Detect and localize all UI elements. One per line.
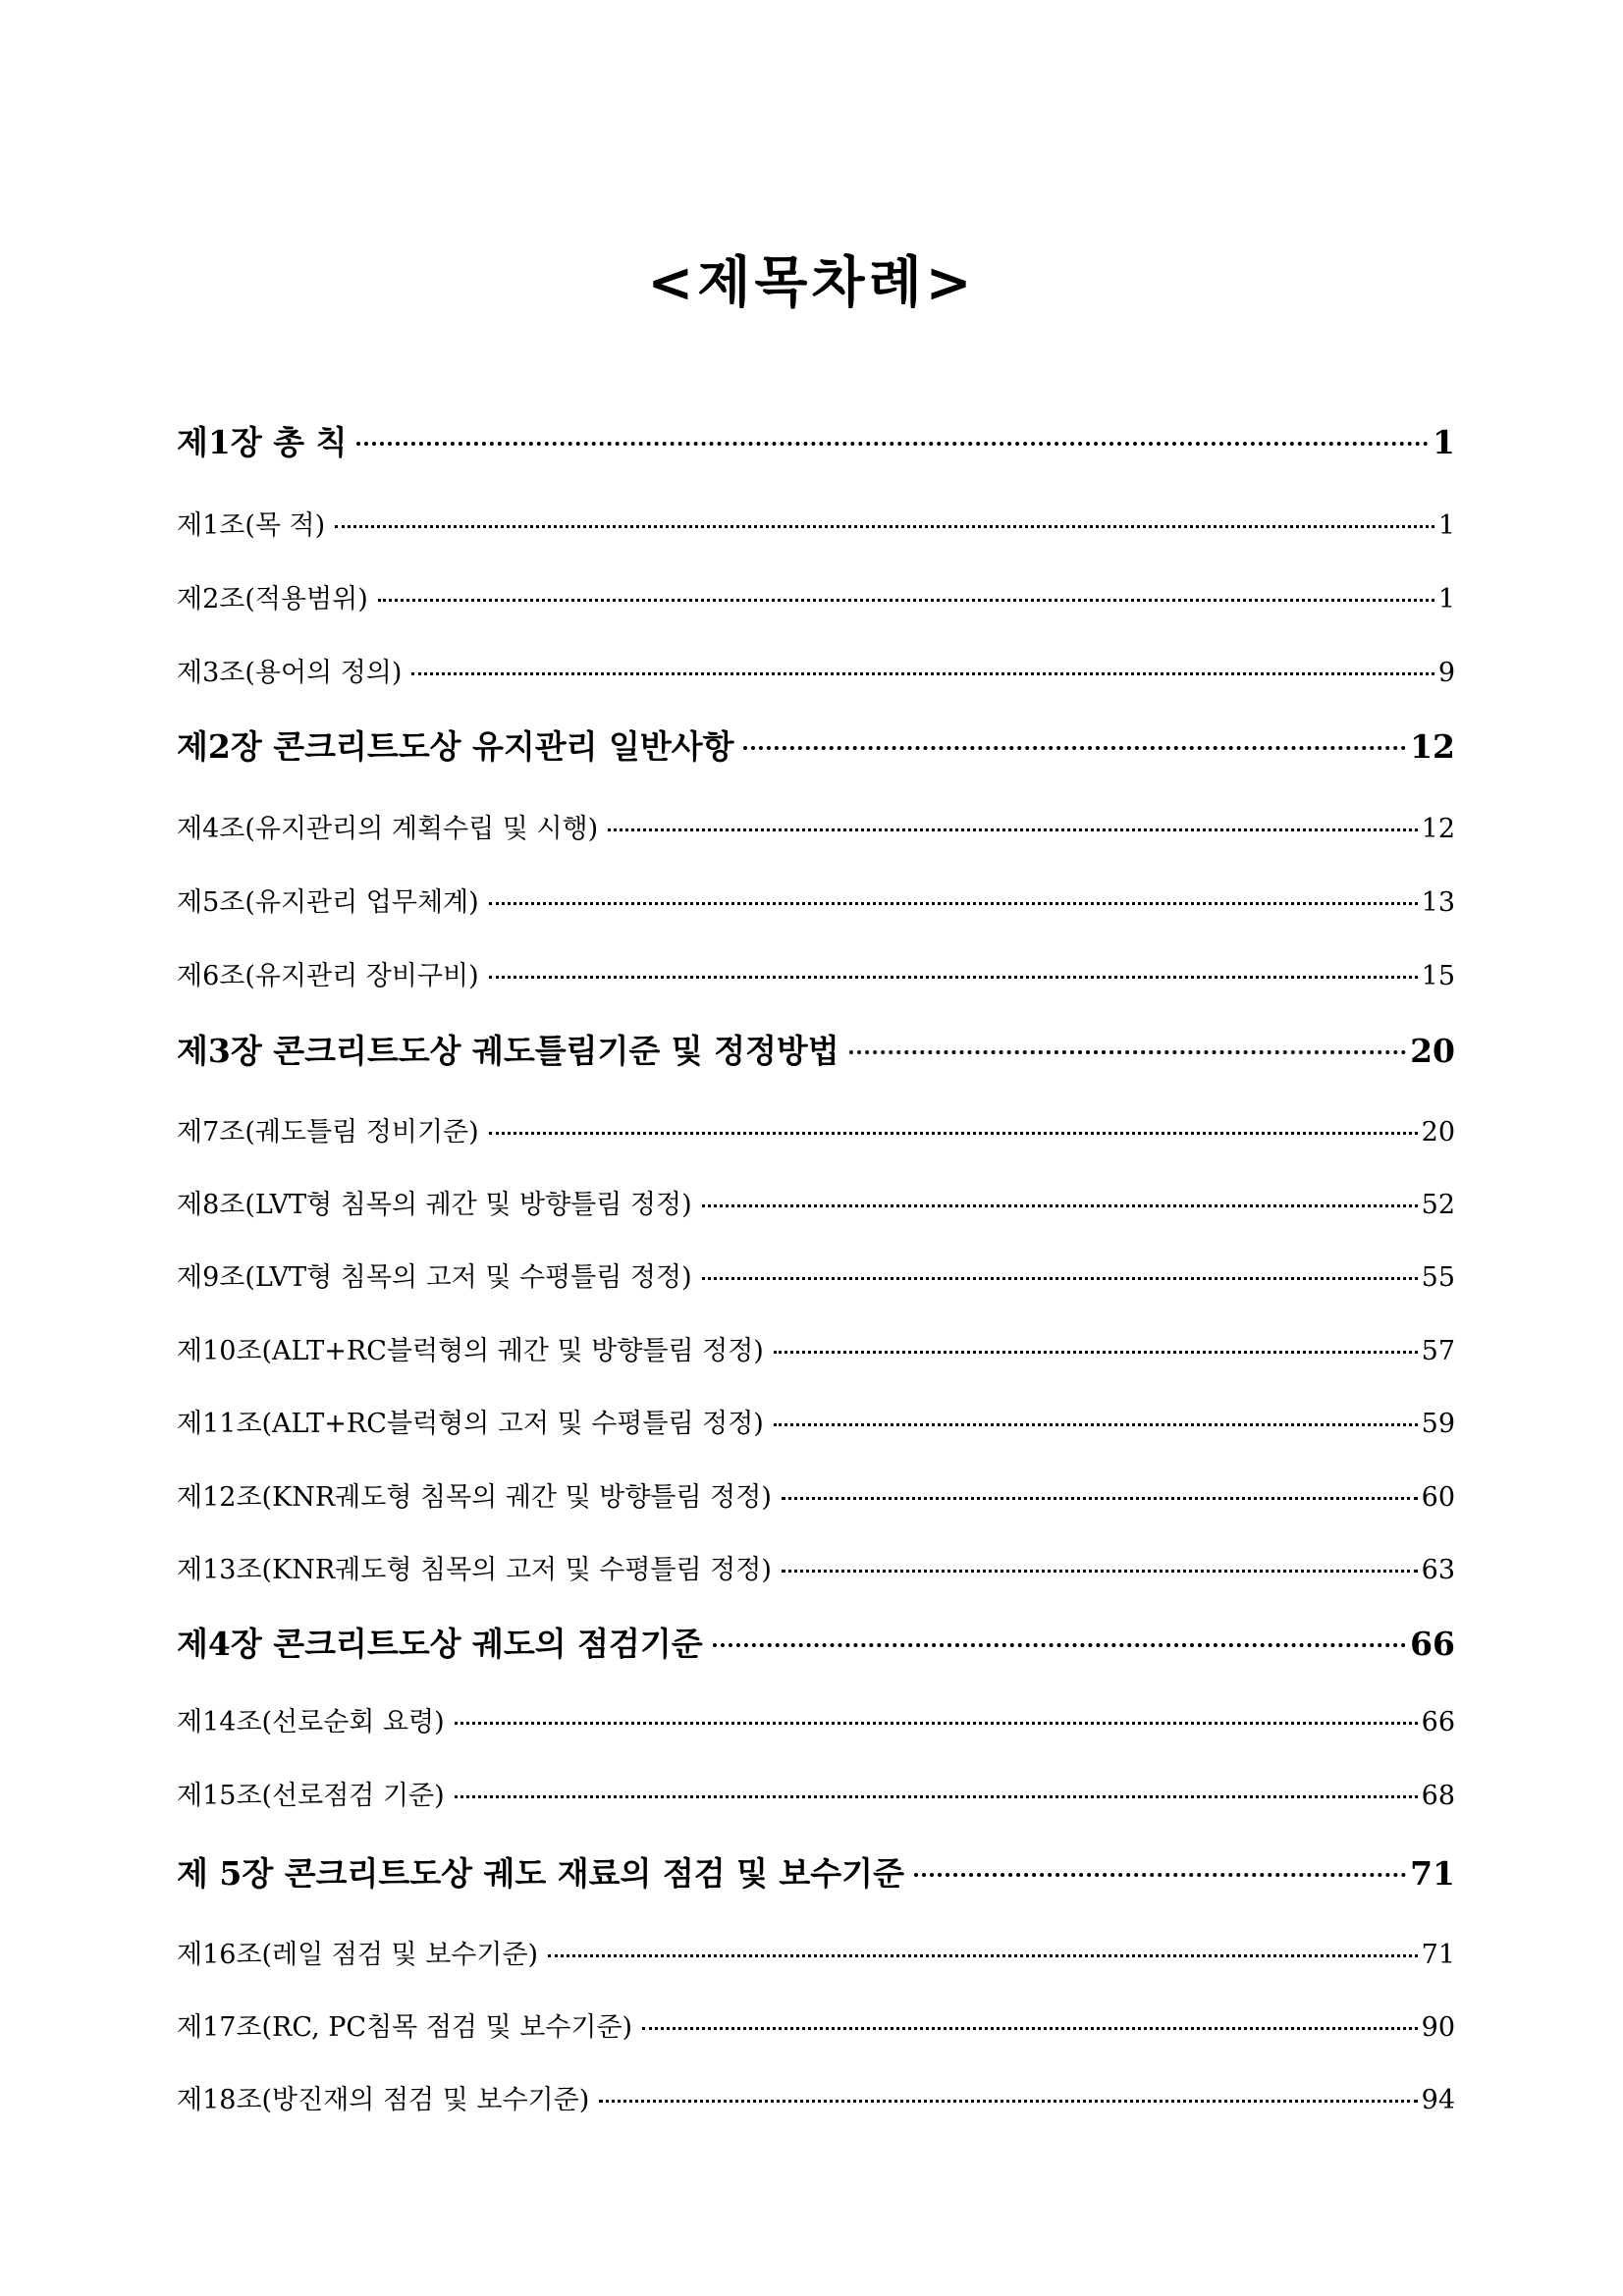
dot-leader [774,1351,1418,1354]
toc-label: 제5조(유지관리 업무체계) [177,887,479,918]
dot-leader [455,1795,1418,1798]
toc-page-number: 20 [1421,1117,1455,1148]
toc-page-number: 1 [1437,584,1455,614]
toc-label: 제15조(선로점검 기준) [177,1781,445,1811]
toc-article-18[interactable] [177,2081,1455,2120]
dot-leader [702,1277,1418,1280]
toc-page-number: 52 [1421,1190,1455,1220]
dot-leader [608,828,1418,831]
toc-label: 제12조(KNR궤도형 침목의 궤간 및 방향틀림 정정) [177,1482,772,1513]
toc-label: 제9조(LVT형 침목의 고저 및 수평틀림 정정) [177,1262,692,1293]
dot-leader [743,746,1406,750]
toc-article-13[interactable] [177,1551,1455,1590]
dot-leader [599,2100,1417,2103]
dot-leader [335,525,1434,528]
toc-page-number: 12 [1421,814,1455,844]
toc-label: 제3장 콘크리트도상 궤도틀림기준 및 정정방법 [177,1032,839,1070]
toc-chapter-5[interactable] [177,1851,1455,1896]
toc-article-16[interactable] [177,1936,1455,1975]
toc-label: 제2조(적용범위) [177,584,368,614]
toc-page-number: 1 [1437,510,1455,541]
dot-leader [782,1570,1418,1573]
dot-leader [378,599,1434,602]
dot-leader [782,1497,1418,1500]
toc-page-number: 59 [1421,1409,1455,1439]
toc-label: 제4조(유지관리의 계획수립 및 시행) [177,814,599,844]
toc-article-4[interactable] [177,810,1455,849]
toc-label: 제7조(궤도틀림 정비기준) [177,1117,479,1148]
toc-page-number: 94 [1421,2085,1455,2115]
toc-article-17[interactable] [177,2008,1455,2048]
toc-label: 제6조(유지관리 장비구비) [177,961,479,991]
toc-article-6[interactable] [177,957,1455,996]
toc-page-number: 1 [1433,423,1455,461]
toc-page-number: 66 [1421,1707,1455,1737]
toc-page-number: 15 [1421,961,1455,991]
toc-page-number: 20 [1410,1032,1455,1070]
toc-label: 제14조(선로순회 요령) [177,1707,445,1737]
toc-article-7[interactable] [177,1113,1455,1152]
toc-chapter-4[interactable] [177,1622,1455,1667]
toc-label: 제1조(목 적) [177,510,326,541]
toc-page-number: 66 [1410,1625,1455,1663]
toc-page-number: 13 [1421,887,1455,918]
toc-label: 제18조(방진재의 점검 및 보수기준) [177,2085,590,2115]
toc-article-10[interactable] [177,1332,1455,1371]
dot-leader [489,902,1418,905]
dot-leader [489,1132,1418,1135]
toc-label: 제17조(RC, PC침목 점검 및 보수기준) [177,2012,633,2043]
toc-article-9[interactable] [177,1258,1455,1298]
toc-page-number: 12 [1410,727,1455,766]
toc-article-12[interactable] [177,1478,1455,1518]
page-title: <제목차례> [647,250,976,315]
toc-label: 제1장 총 칙 [177,423,348,461]
toc-label: 제2장 콘크리트도상 유지관리 일반사항 [177,727,734,766]
toc-article-1[interactable] [177,507,1455,546]
dot-leader [356,442,1429,446]
toc-page-number: 90 [1421,2012,1455,2043]
toc-label: 제3조(용어의 정의) [177,658,403,688]
toc-page-number: 55 [1421,1262,1455,1293]
dot-leader [702,1204,1418,1207]
dot-leader [642,2027,1418,2030]
toc-article-14[interactable] [177,1703,1455,1742]
dot-leader [489,976,1418,979]
dot-leader [914,1873,1406,1877]
toc-chapter-1[interactable] [177,420,1455,465]
toc-label: 제 5장 콘크리트도상 궤도 재료의 점검 및 보수기준 [177,1854,904,1893]
toc-page-number: 9 [1437,658,1455,688]
toc-label: 제16조(레일 점검 및 보수기준) [177,1940,539,1970]
toc-article-3[interactable] [177,654,1455,693]
toc-label: 제8조(LVT형 침목의 궤간 및 방향틀림 정정) [177,1190,692,1220]
dot-leader [849,1050,1406,1054]
dot-leader [774,1423,1418,1426]
toc-article-2[interactable] [177,580,1455,619]
dot-leader [548,1954,1418,1957]
toc-article-5[interactable] [177,883,1455,923]
toc-article-11[interactable] [177,1405,1455,1444]
toc-label: 제4장 콘크리트도상 궤도의 점검기준 [177,1625,703,1663]
dot-leader [713,1643,1406,1647]
toc-label: 제13조(KNR궤도형 침목의 고저 및 수평틀림 정정) [177,1555,772,1585]
toc-label: 제11조(ALT+RC블럭형의 고저 및 수평틀림 정정) [177,1409,764,1439]
toc-page-number: 60 [1421,1482,1455,1513]
toc-chapter-2[interactable] [177,724,1455,770]
toc-article-8[interactable] [177,1186,1455,1225]
toc-page-number: 63 [1421,1555,1455,1585]
dot-leader [455,1722,1418,1725]
toc-chapter-3[interactable] [177,1029,1455,1074]
toc-page-number: 57 [1421,1336,1455,1366]
toc-article-15[interactable] [177,1777,1455,1816]
toc-page-number: 71 [1410,1854,1455,1893]
toc-page-number: 71 [1421,1940,1455,1970]
toc-label: 제10조(ALT+RC블럭형의 궤간 및 방향틀림 정정) [177,1336,764,1366]
toc-page-number: 68 [1421,1781,1455,1811]
dot-leader [411,672,1434,675]
